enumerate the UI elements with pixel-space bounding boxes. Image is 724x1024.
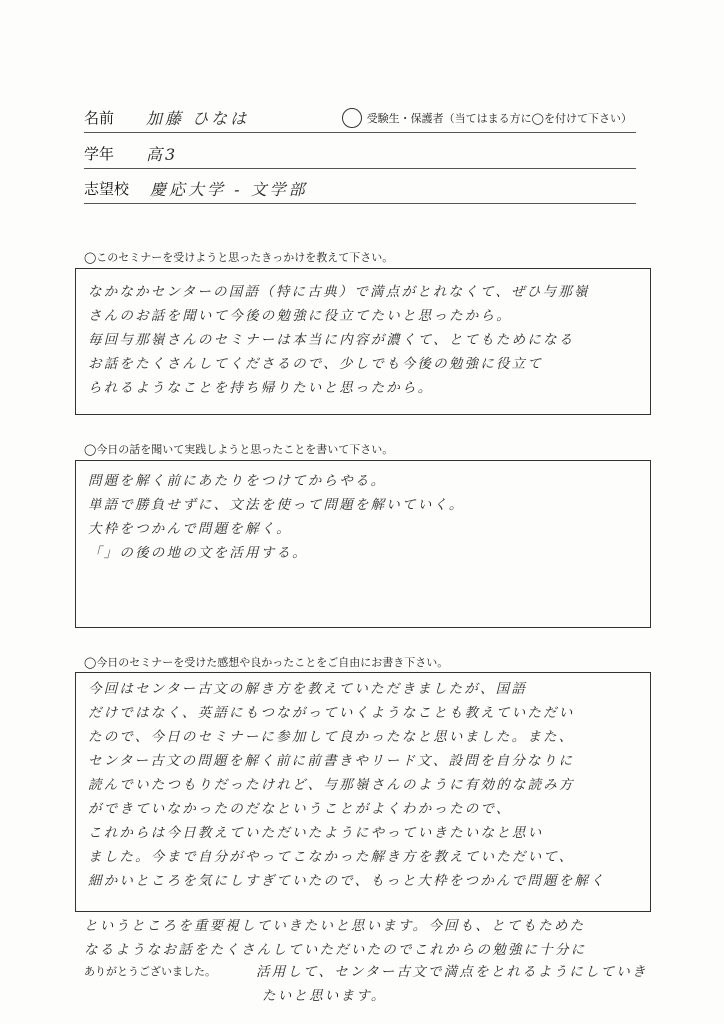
answer-3-line: たので、今日のセミナーに参加して良かったなと思いました。また、 — [88, 729, 575, 745]
answer-2-line: 問題を解く前にあたりをつけてからやる。 — [88, 473, 387, 489]
question-1-answer-box — [75, 268, 651, 415]
answer-1-line: お話をたくさんしてくださるので、少しでも今後の勉強に役立て — [88, 356, 544, 372]
question-3-prompt: ◯今日のセミナーを受けた感想や良かったことをご自由にお書き下さい。 — [84, 656, 449, 669]
answer-3-overflow-line: なるようなお話をたくさんしていただいたのでこれからの勉強に十分に — [84, 942, 587, 958]
answer-1-line: さんのお話を聞いて今後の勉強に役立てたいと思ったから。 — [88, 308, 512, 324]
answer-3-closing-line: 活用して、センター古文で満点をとれるようにしていき — [256, 964, 648, 980]
role-selection-text: 受験生・保護者（当てはまる方に◯を付けて下さい） — [366, 112, 632, 125]
answer-3-line: これからは今日教えていただいたようにやっていきたいなと思い — [88, 825, 544, 841]
question-2-prompt: ◯今日の話を聞いて実践しようと思ったことを書いて下さい。 — [84, 443, 394, 456]
answer-2-line: 大枠をつかんで問題を解く。 — [88, 521, 292, 537]
question-3-answer-box — [75, 672, 651, 912]
answer-2-line: 単語で勝負せずに、文法を使って問題を解いていく。 — [88, 497, 465, 513]
answer-3-line: 細かいところを気にしすぎていたので、もっと大枠をつかんで問題を解く — [88, 873, 606, 889]
grade-field — [84, 140, 636, 169]
answer-3-overflow — [84, 914, 654, 962]
answer-1-line: られるようなことを持ち帰りたいと思ったから。 — [88, 380, 434, 396]
name-field — [84, 104, 636, 133]
answer-3-line: ができていなかったのだなということがよくわかったので、 — [88, 801, 512, 817]
role-circle-mark — [342, 108, 362, 128]
question-1-prompt: ◯このセミナーを受けようと思ったきっかけを教えて下さい。 — [84, 251, 394, 264]
answer-3-line: 読んでいたつもりだったけれど、与那嶺さんのように有効的な読み方 — [88, 777, 575, 793]
answer-3-line: 今回はセンター古文の解き方を教えていただきましたが、国語 — [88, 681, 528, 697]
answer-3-closing — [256, 960, 654, 1008]
answer-3-closing-line: たいと思います。 — [262, 988, 387, 1004]
printed-closing-text: ありがとうございました。 — [84, 965, 216, 978]
school-value: 慶応大学 - 文学部 — [150, 180, 308, 199]
answer-3-line: センター古文の問題を解く前に前書きやリード文、設問を自分なりに — [88, 753, 575, 769]
grade-label: 学年 — [84, 145, 115, 163]
answer-1-line: なかなかセンターの国語（特に古典）で満点がとれなくて、ぜひ与那嶺 — [88, 284, 590, 300]
answer-3-line: だけではなく、英語にもつながっていくようなことも教えていただい — [88, 705, 575, 721]
grade-value: 高3 — [146, 145, 179, 164]
answer-1-line: 毎回与那嶺さんのセミナーは本当に内容が濃くて、とてもためになる — [88, 332, 575, 348]
answer-3-line: ました。今まで自分がやってこなかった解き方を教えていただいて、 — [88, 849, 575, 865]
name-value: 加藤 ひなは — [146, 109, 250, 128]
answer-2-line: 「」の後の地の文を活用する。 — [88, 545, 308, 561]
answer-3-overflow-line: というところを重要視していきたいと思います。今回も、とてもためた — [84, 918, 586, 934]
name-label: 名前 — [84, 109, 115, 127]
question-2-answer-box — [75, 460, 651, 628]
school-field — [84, 175, 636, 204]
school-label: 志望校 — [84, 180, 130, 198]
